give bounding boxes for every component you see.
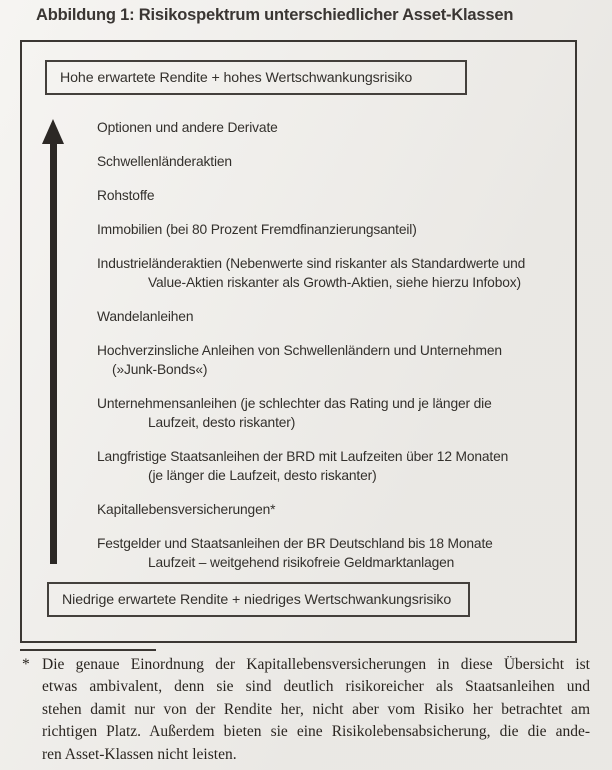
up-arrow-icon [42,119,64,144]
asset-class-label-continued: Laufzeit, desto riskanter) [148,415,296,430]
asset-class-label-continued: (»Junk-Bonds«) [112,362,208,377]
asset-class-label: Festgelder und Staatsanleihen der BR Deutschland bis 18 Monate [97,536,493,551]
high-risk-box [45,60,467,95]
low-risk-label: Niedrige erwartete Rendite + niedriges Wertschwankungsrisiko [62,591,452,608]
asset-class-list [97,118,579,587]
asset-class-label: Industrieländeraktien (Nebenwerte sind riskanter als Standardwerte und [97,256,526,271]
list-item [97,394,579,432]
asset-class-label: Optionen und andere Derivate [97,120,278,135]
list-item [97,447,579,485]
list-item [97,118,579,137]
footnote-separator [20,649,156,651]
figure-caption: Abbildung 1: Risikospektrum unterschiedlicher Asset-Klassen [36,6,514,24]
asset-class-label-continued: (je länger die Laufzeit, desto riskanter) [148,468,377,483]
list-item [97,341,579,379]
asset-class-label: Langfristige Staatsanleihen der BRD mit Laufzeiten über 12 Monaten [97,449,509,464]
footnote-line: ren Asset-Klassen nicht leisten. [42,745,237,763]
asset-class-label-continued: Laufzeit – weitgehend risikofreie Geldmarktanlagen [148,555,455,570]
list-item [97,500,579,519]
footnote-line: Die genaue Einordnung der Kapitallebensversicherungen in diese Übersicht ist [42,656,590,673]
footnote-marker: * [22,656,30,673]
list-item [97,186,579,205]
asset-class-label: Kapitallebensversicherungen* [97,502,276,517]
asset-class-label: Unternehmensanleihen (je schlechter das Rating und je länger die [97,396,492,411]
asset-class-label: Rohstoffe [97,188,155,203]
high-risk-label: Hohe erwartete Rendite + hohes Wertschwankungsrisiko [60,69,413,86]
footnote [20,654,592,766]
asset-class-label: Wandelanleihen [97,309,194,324]
risk-axis-arrow [50,142,57,564]
asset-class-label: Immobilien (bei 80 Prozent Fremdfinanzierungsanteil) [97,222,417,237]
low-risk-box [47,582,470,617]
footnote-line: stehen damit nur von der Rendite her, nicht aber vom Risiko her betrachtet am [42,700,590,718]
asset-class-label: Schwellenländeraktien [97,154,232,169]
footnote-line: etwas ambivalent, denn sie sind deutlich risikoreicher als Staatsanleihen und [42,678,590,696]
footnote-text [42,654,590,766]
footnote-line: richtigen Platz. Außerdem bieten sie eine Risikolebensabsicherung, die die ande- [42,723,590,741]
list-item [97,152,579,171]
list-item [97,534,579,572]
asset-class-label: Hochverzinsliche Anleihen von Schwellenländern und Unternehmen [97,343,502,358]
list-item [97,307,579,326]
list-item [97,220,579,239]
asset-class-label-continued: Value-Aktien riskanter als Growth-Aktien, siehe hierzu Infobox) [148,275,521,290]
list-item [97,254,579,292]
figure-frame [20,40,577,643]
